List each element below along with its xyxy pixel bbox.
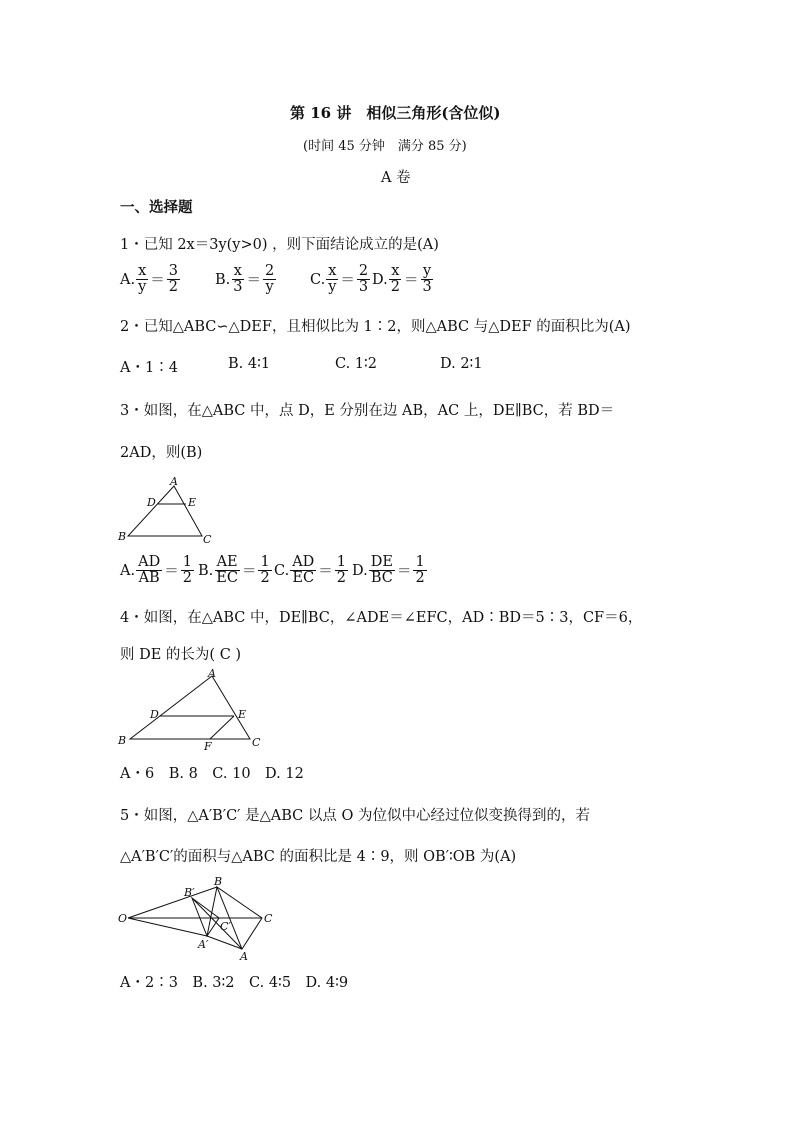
q3-option-a: A. $\frac{AD}{AB}$ ＝ $\frac{1}{2}$ [120,554,192,587]
q5-ray-a1a [207,936,242,949]
q1-option-a: A. $\frac{x}{y}$ ＝ $\frac{3}{2}$ [120,263,179,296]
q3-option-c: C. $\frac{AD}{EC}$ ＝ $\frac{1}{2}$ [274,554,347,587]
q1-option-c: C. $\frac{x}{y}$ ＝ $\frac{2}{3}$ [310,263,369,296]
q4-triangle-abc [130,676,250,739]
q1-option-b: B. $\frac{x}{3}$ ＝ $\frac{2}{y}$ [215,263,275,296]
page-title: 第 16 讲 相似三角形(含位似) [290,104,501,122]
question-4-stem-line1: 4・如图，在△ABC 中，DE∥BC，∠ADE＝∠EFC，AD∶BD＝5∶3，CF＝6， [120,610,643,626]
question-5-stem-line2: △A′B′C′的面积与△ABC 的面积比是 4∶9，则 OB′∶OB 为(A) [120,849,517,865]
question-5-options: A・2∶3 B. 3∶2 C. 4∶5 D. 4∶9 [120,975,349,991]
question-4-figure [112,666,272,752]
q3-label-d: D [147,496,156,509]
q3-label-e: E [188,496,197,509]
volume-label: A 卷 [381,170,411,186]
q4-label-b: B [118,734,127,747]
q4-label-f: F [204,740,212,752]
question-1-options [120,264,181,295]
q5-label-o: O [118,912,128,925]
q4-segment-ef [210,716,234,739]
q3-label-b: B [118,530,127,543]
q5-label-b: B [214,875,223,888]
question-4-stem-line2: 则 DE 的长为( C ) [120,647,242,663]
q4-label-a: A [208,667,216,680]
q3-label-a: A [170,475,178,488]
question-5-figure [112,874,282,962]
section-heading: 一、选择题 [120,199,193,216]
q1-option-d: D. $\frac{x}{2}$ ＝ $\frac{y}{3}$ [372,263,432,296]
q2-option-d: D. 2∶1 [440,356,483,372]
question-3-stem-line1: 3・如图，在△ABC 中，点 D，E 分别在边 AB，AC 上，DE∥BC，若 BD＝ [120,403,615,419]
q2-option-a: A・1∶4 [120,360,178,376]
question-5-stem-line1: 5・如图，△A′B′C′ 是△ABC 以点 O 为位似中心经过位似变换得到的，若 [120,808,590,824]
question-3-stem-line2: 2AD，则(B) [120,445,203,461]
q5-label-a: A [240,950,248,962]
q2-option-b: B. 4∶1 [228,356,271,372]
q3-triangle-abc [128,486,202,536]
q3-option-d: D. $\frac{DE}{BC}$ ＝ $\frac{1}{2}$ [352,554,425,587]
q3-option-b: B. $\frac{AE}{EC}$ ＝ $\frac{1}{2}$ [198,554,270,587]
q5-label-b-prime: B′ [184,886,195,899]
q5-label-c: C [264,912,273,925]
page-subtitle: (时间 45 分钟 满分 85 分) [303,139,467,154]
question-2-stem: 2・已知△ABC∽△DEF，且相似比为 1∶2，则△ABC 与△DEF 的面积比为(A) [120,319,631,335]
q4-label-e: E [238,708,247,721]
q5-label-c-prime: C′ [220,920,231,933]
q5-ray-oa1 [128,918,207,936]
q4-label-d: D [150,708,159,721]
q4-label-c: C [252,736,261,749]
q5-triangle-a1b1c1 [192,898,219,936]
q5-label-a-prime: A′ [198,938,209,951]
q2-option-c: C. 1∶2 [335,356,378,372]
question-1-stem: 1・已知 2x＝3y(y>0) ，则下面结论成立的是(A) [120,237,439,253]
q3-label-c: C [203,533,212,546]
question-3-figure [112,474,222,546]
q5-ray-ob [128,887,217,918]
question-4-options: A・6 B. 8 C. 10 D. 12 [120,766,304,782]
